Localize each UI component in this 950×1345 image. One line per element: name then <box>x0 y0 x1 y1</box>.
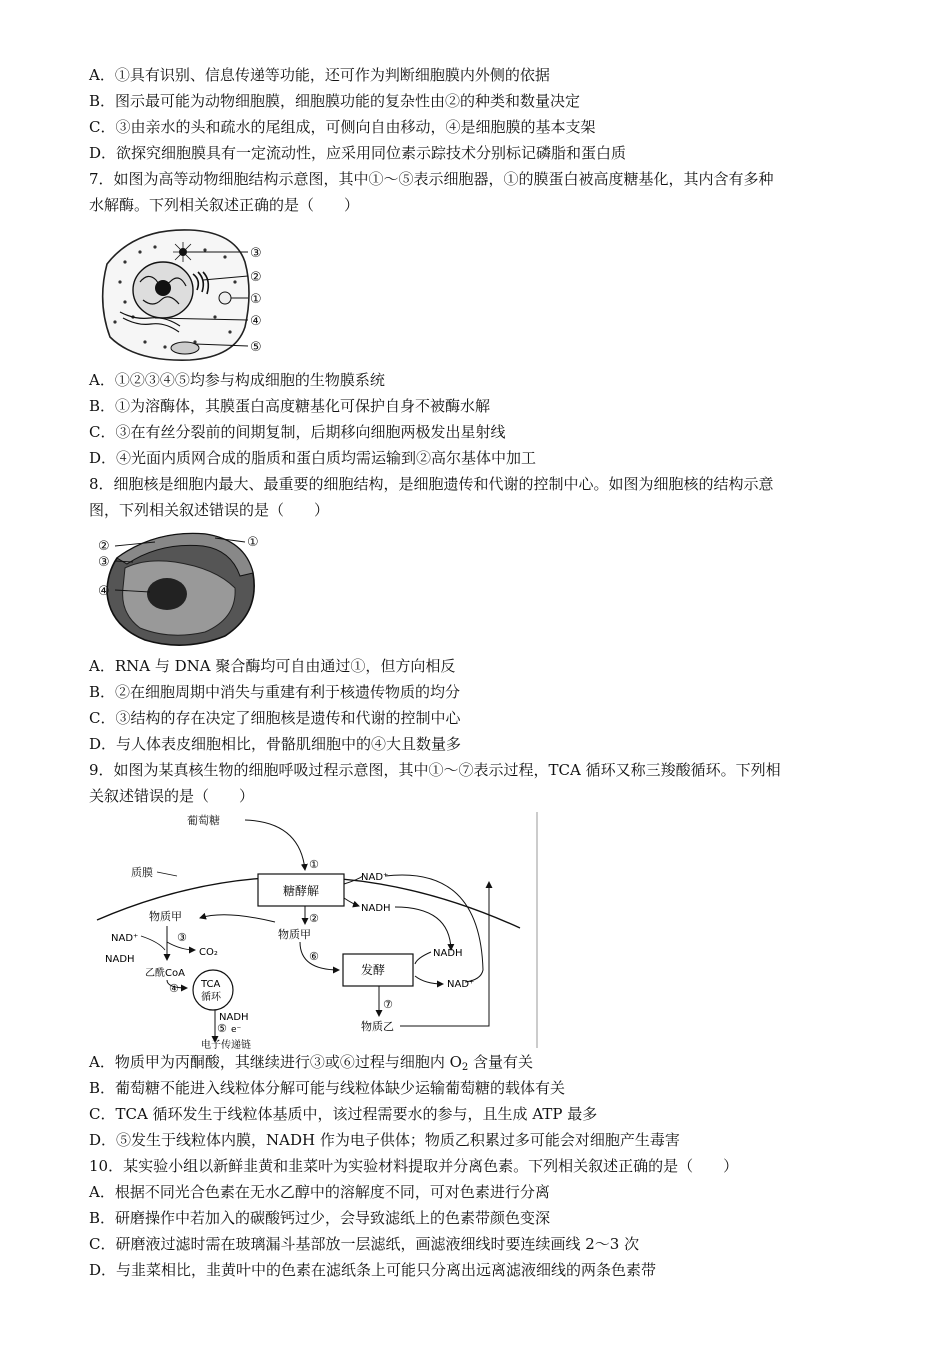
q10-option-d: D．与韭菜相比，韭黄叶中的色素在滤纸条上可能只分离出远离滤液细线的两条色素带 <box>89 1261 657 1279</box>
step-1: ① <box>309 858 319 871</box>
nucleus-label-2: ② <box>98 539 110 554</box>
cell-label-2: ② <box>250 270 262 285</box>
q8-stem-line1: 8．细胞核是细胞内最大、最重要的细胞结构，是细胞遗传和代谢的控制中心。如图为细胞核的结构示意 <box>89 475 774 493</box>
q7-stem-line2: 水解酶。下列相关叙述正确的是（ ） <box>89 196 360 214</box>
q10-stem: 10．某实验小组以新鲜韭黄和韭菜叶为实验材料提取并分离色素。下列相关叙述正确的是（ ） <box>89 1157 739 1175</box>
step-4: ④ <box>169 982 179 995</box>
substance-a-center: 物质甲 <box>278 928 311 941</box>
fermentation-label: 发酵 <box>361 963 386 977</box>
nadh-top: NADH <box>361 903 391 914</box>
etc-label: 电子传递链 <box>201 1040 251 1050</box>
cell-label-4: ④ <box>250 314 262 329</box>
acetyl-coa-label: 乙酰CoA <box>145 968 185 979</box>
glycolysis-label: 糖酵解 <box>283 884 320 898</box>
q10-option-c: C．研磨液过滤时需在玻璃漏斗基部放一层滤纸，画滤液细线时要连续画线 2～3 次 <box>89 1235 640 1253</box>
respiration-diagram <box>95 810 545 1050</box>
step-5: ⑤ <box>217 1022 227 1035</box>
q8-stem-line2: 图，下列相关叙述错误的是（ ） <box>89 501 330 519</box>
tca-label-1: TCA <box>201 979 221 990</box>
q9-option-b: B．葡萄糖不能进入线粒体分解可能与线粒体缺少运输葡萄糖的载体有关 <box>89 1079 566 1097</box>
q9-option-c: C．TCA 循环发生于线粒体基质中，该过程需要水的参与，且生成 ATP 最多 <box>89 1105 598 1123</box>
q6-option-c: C．③由亲水的头和疏水的尾组成，可侧向自由移动，④是细胞膜的基本支架 <box>89 118 596 136</box>
animal-cell-figure <box>95 222 285 367</box>
tca-label-2: 循环 <box>201 992 221 1003</box>
nad-right: NAD⁺ <box>447 979 475 990</box>
q10-option-b: B．研磨操作中若加入的碳酸钙过少，会导致滤纸上的色素带颜色变深 <box>89 1209 551 1227</box>
nucleus-label-1: ① <box>247 535 259 550</box>
q7-option-c: C．③在有丝分裂前的间期复制，后期移向细胞两极发出星射线 <box>89 423 506 441</box>
q10-option-a: A．根据不同光合色素在无水乙醇中的溶解度不同，可对色素进行分离 <box>89 1183 550 1201</box>
glucose-label: 葡萄糖 <box>187 814 220 827</box>
step-7: ⑦ <box>383 998 393 1011</box>
q8-option-a: A．RNA 与 DNA 聚合酶均可自由通过①，但方向相反 <box>89 657 456 675</box>
mitochondrion-icon <box>171 342 199 354</box>
nadh-tca: NADH <box>219 1012 249 1023</box>
substance-b-label: 物质乙 <box>361 1020 394 1033</box>
q9-stem-line2: 关叙述错误的是（ ） <box>89 787 255 805</box>
nad-left: NAD⁺ <box>111 933 139 944</box>
membrane-label: 质膜 <box>131 866 153 879</box>
nadh-right: NADH <box>433 948 463 959</box>
q8-option-d: D．与人体表皮细胞相比，骨骼肌细胞中的④大且数量多 <box>89 735 462 753</box>
nad-top: NAD⁺ <box>361 872 389 883</box>
q7-option-a: A．①②③④⑤均参与构成细胞的生物膜系统 <box>89 371 385 389</box>
q7-option-d: D．④光面内质网合成的脂质和蛋白质均需运输到②高尔基体中加工 <box>89 449 537 467</box>
q6-option-b: B．图示最可能为动物细胞膜，细胞膜功能的复杂性由②的种类和数量决定 <box>89 92 581 110</box>
substance-a-left: 物质甲 <box>149 910 182 923</box>
lysosome-icon <box>219 292 231 304</box>
step-3: ③ <box>177 931 187 944</box>
nucleus-label-4: ④ <box>98 584 110 599</box>
cell-label-1: ① <box>250 292 262 307</box>
q6-option-a: A．①具有识别、信息传递等功能，还可作为判断细胞膜内外侧的依据 <box>89 66 550 84</box>
nucleus-figure <box>95 528 275 650</box>
cell-label-3: ③ <box>250 246 262 261</box>
q8-option-b: B．②在细胞周期中消失与重建有利于核遗传物质的均分 <box>89 683 461 701</box>
q7-option-b: B．①为溶酶体，其膜蛋白高度糖基化可保护自身不被酶水解 <box>89 397 491 415</box>
step-2: ② <box>309 912 319 925</box>
q7-stem-line1: 7．如图为高等动物细胞结构示意图，其中①～⑤表示细胞器，①的膜蛋白被高度糖基化，其内含有多种 <box>89 170 774 188</box>
step-6: ⑥ <box>309 950 319 963</box>
cell-label-5: ⑤ <box>250 340 262 355</box>
nadh-left: NADH <box>105 954 135 965</box>
co2-label: CO₂ <box>199 947 218 958</box>
q9-option-d: D．⑤发生于线粒体内膜，NADH 作为电子供体；物质乙积累过多可能会对细胞产生毒害 <box>89 1131 680 1149</box>
tca-cycle-icon <box>193 970 233 1010</box>
q9-stem-line1: 9．如图为某真核生物的细胞呼吸过程示意图，其中①～⑦表示过程，TCA 循环又称三羧酸循环。下列相 <box>89 761 781 779</box>
electron-label: e⁻ <box>231 1025 242 1035</box>
nucleus-label-3: ③ <box>98 555 110 570</box>
q6-option-d: D．欲探究细胞膜具有一定流动性，应采用同位素示踪技术分别标记磷脂和蛋白质 <box>89 144 627 162</box>
q9-option-a: A．物质甲为丙酮酸，其继续进行③或⑥过程与细胞内 $O_2$ 含量有关 <box>89 1053 534 1073</box>
q8-option-c: C．③结构的存在决定了细胞核是遗传和代谢的控制中心 <box>89 709 461 727</box>
